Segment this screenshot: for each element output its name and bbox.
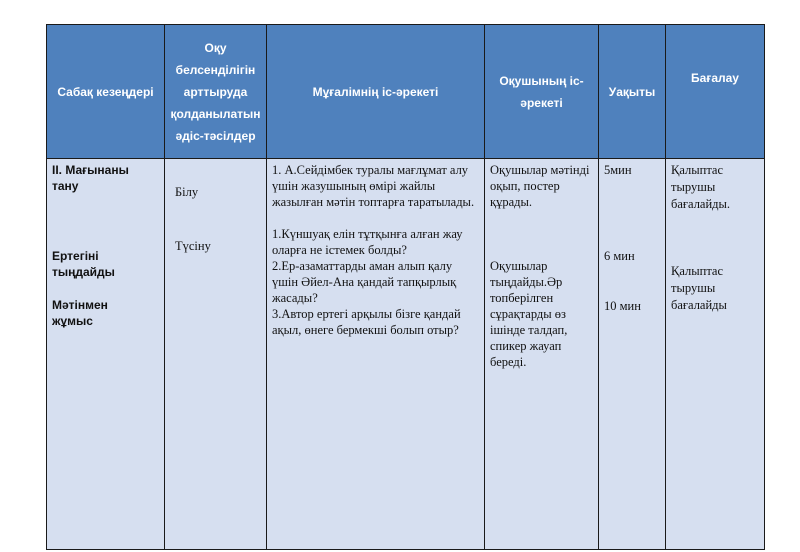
header-time: Уақыты (599, 25, 666, 159)
header-methods: Оқу белсенділігін арттыруда қолданылатын әдіс-тәсілдер (165, 25, 267, 159)
method-knowledge: Білу (175, 185, 199, 199)
assessment-cell (666, 159, 765, 550)
time-cell (599, 159, 666, 550)
lesson-plan-table (46, 24, 765, 550)
header-assessment: Бағалау (666, 25, 765, 159)
time-1: 5мин (604, 163, 632, 177)
student-activity-2: Оқушылар тыңдайды.Әр топберілген сұрақтарды өз ішінде талдап, спикер жауап береді. (490, 259, 568, 369)
header-stages: Сабақ кезеңдері (47, 25, 165, 159)
method-understanding: Түсіну (175, 239, 211, 253)
header-student-activity: Оқушының іс-әрекеті (485, 25, 599, 159)
time-2: 6 мин (604, 249, 635, 263)
stages-cell (47, 159, 165, 550)
question-1: 1.Күншуақ елін тұтқынға алған жау оларға не істемек болды? (272, 227, 463, 257)
student-activity-cell (485, 159, 599, 550)
teacher-intro: 1. А.Сейдімбек туралы мағлұмат алу үшін жазушының өмірі жайлы жазылған мәтін топтарға таратылады. (272, 163, 475, 209)
student-activity-1: Оқушылар мәтінді оқып, постер құрады. (490, 163, 590, 209)
question-2: 2.Ер-азаматтарды аман алып қалу үшін Әйел-Ана қандай тапқырлық жасады? (272, 259, 457, 305)
question-3: 3.Автор ертегі арқылы бізге қандай ақыл, өнеге бермекші болып отыр? (272, 307, 461, 337)
stage-meaning: ІІ. Мағынаны тану (52, 163, 129, 193)
methods-cell (165, 159, 267, 550)
assessment-1: Қалыптас тырушы бағалайды. (671, 163, 731, 211)
table-row (47, 159, 765, 550)
header-teacher-activity: Мұғалімнің іс-әрекеті (267, 25, 485, 159)
time-3: 10 мин (604, 299, 641, 313)
assessment-2: Қалыптас тырушы бағалайды (671, 264, 727, 312)
stage-listen-tale: Ертегіні тыңдайды (52, 249, 115, 279)
stage-text-work: Мәтінмен жұмыс (52, 298, 108, 328)
teacher-activity-cell (267, 159, 485, 550)
table-header-row (47, 25, 765, 159)
